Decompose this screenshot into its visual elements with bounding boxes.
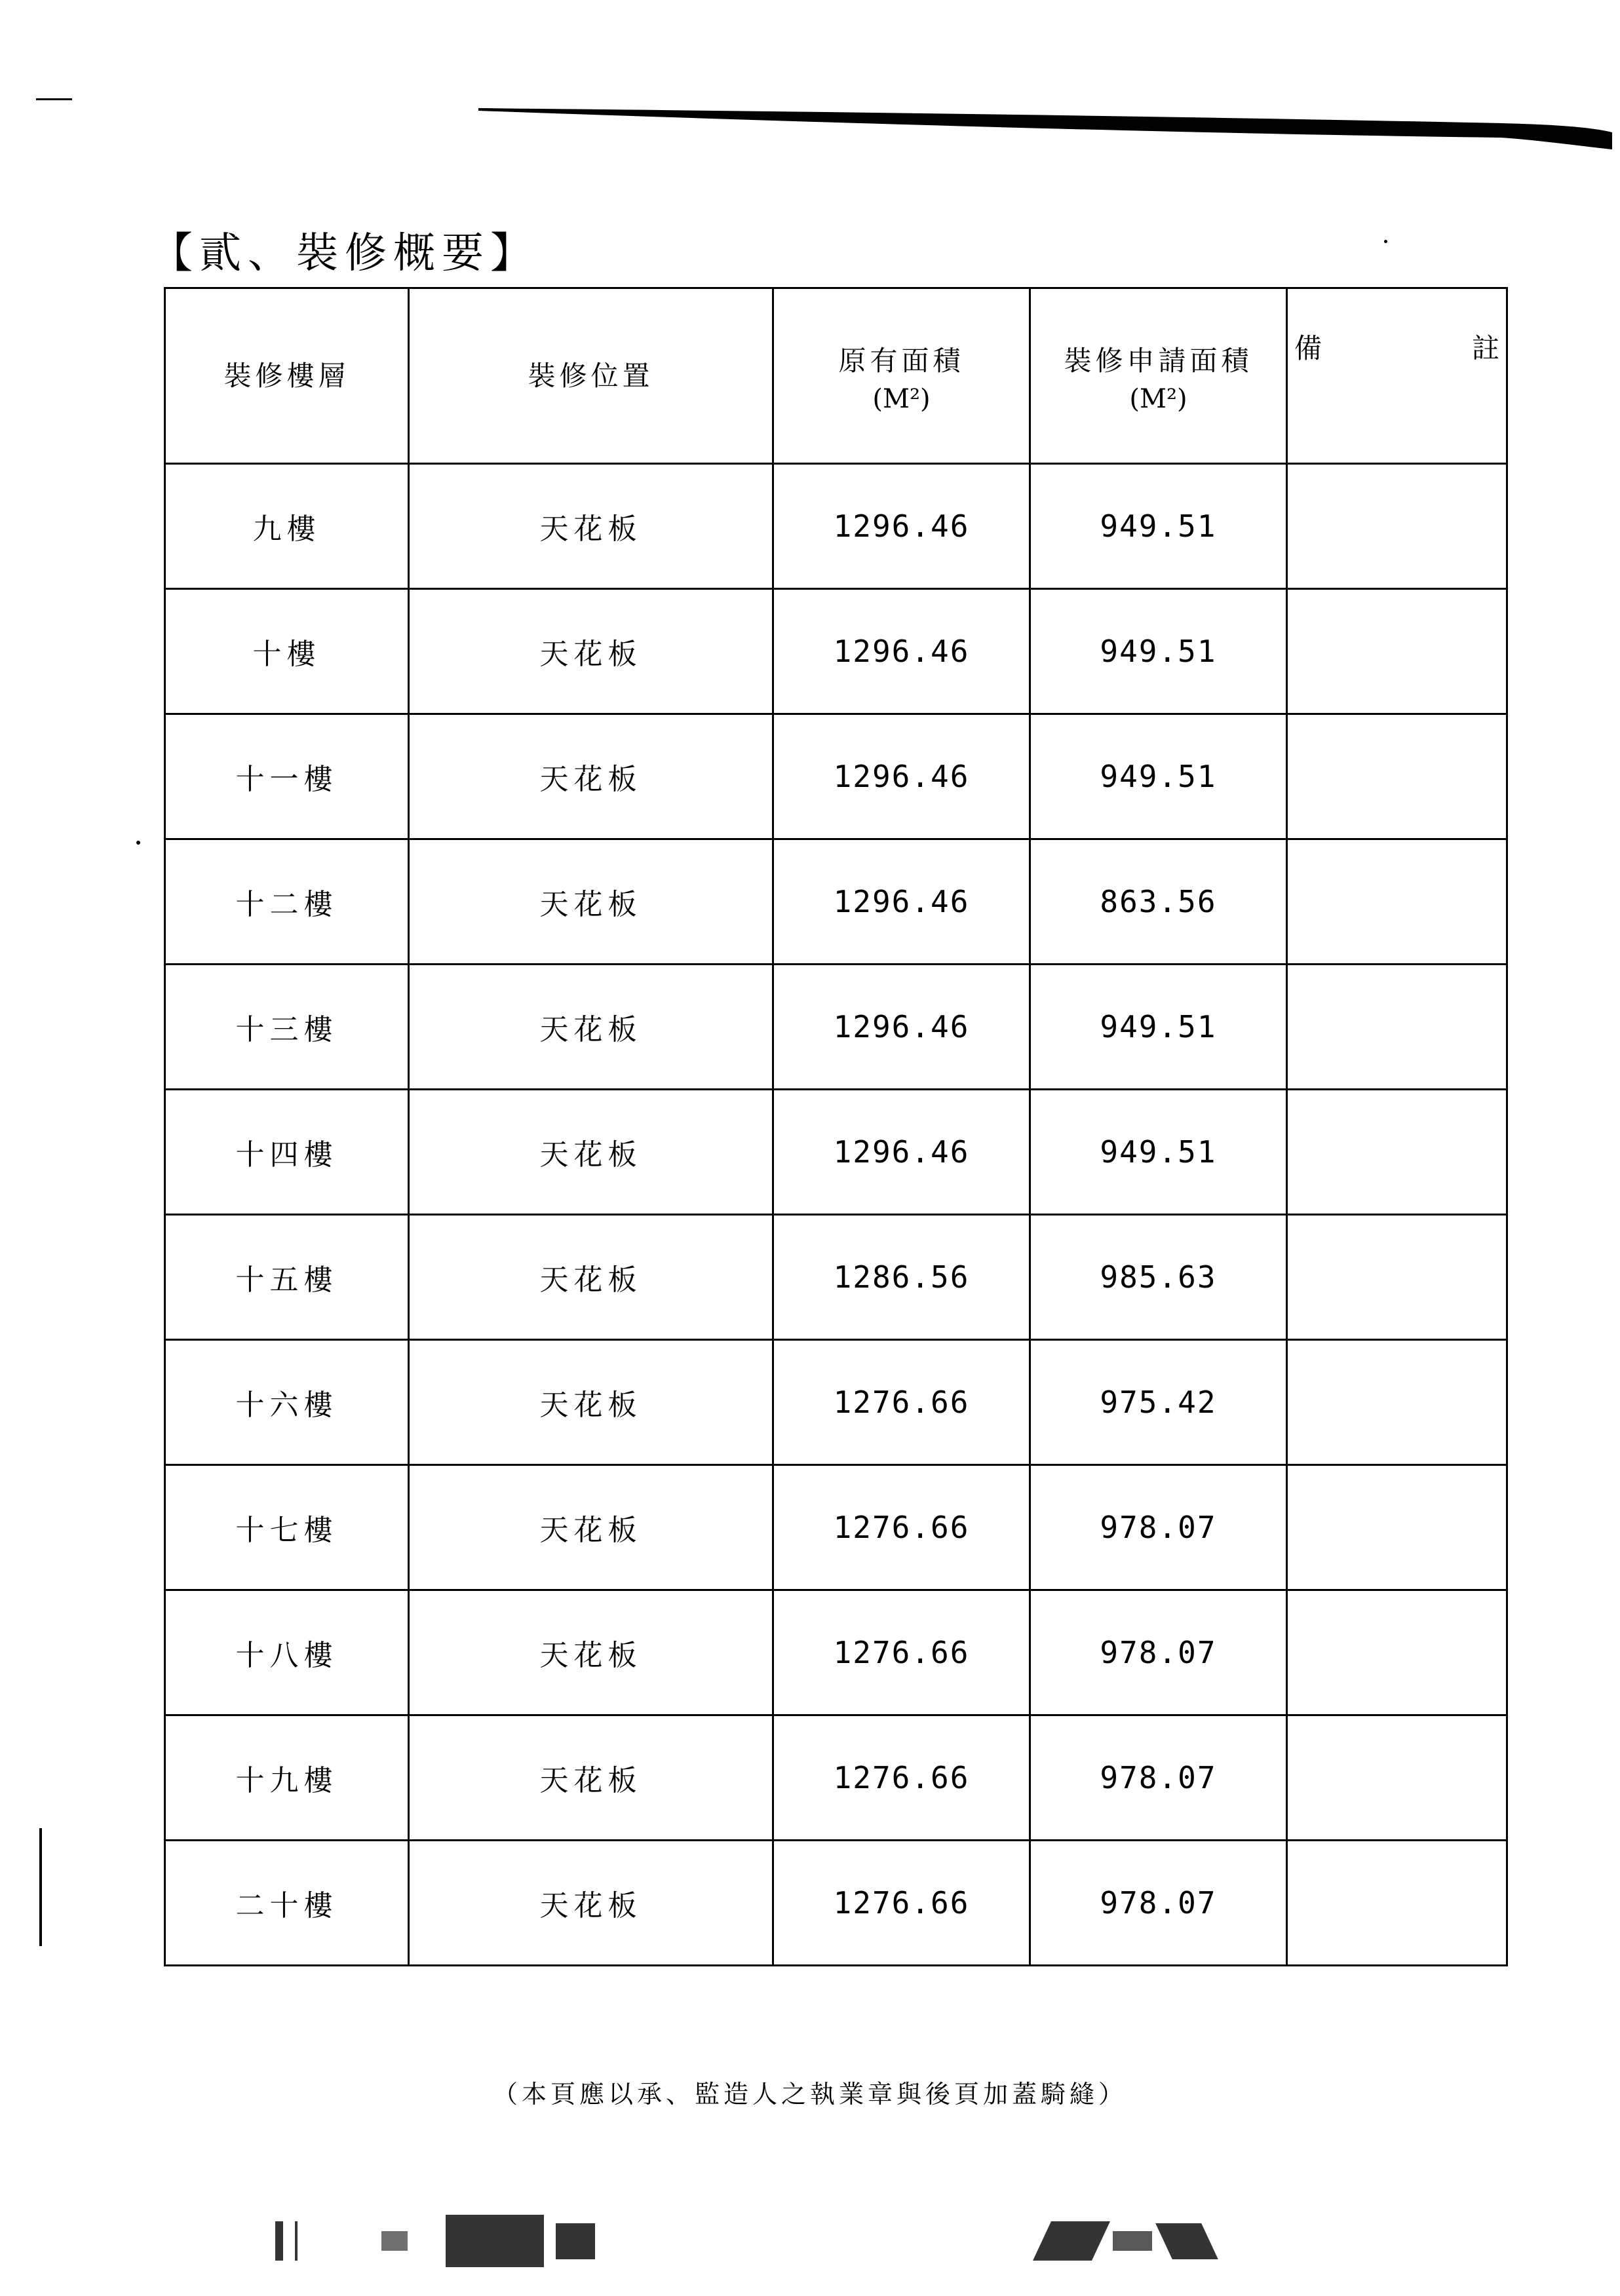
original-area-cell: 1296.46 [773,589,1030,714]
seal-stamp-right [1042,2202,1210,2280]
original-area-cell: 1296.46 [773,839,1030,965]
header-applied-area-unit: (M²) [1129,384,1187,415]
header-applied-area: 裝修申請面積 (M²) [1030,288,1287,464]
original-area-cell: 1296.46 [773,965,1030,1090]
floor-cell: 十樓 [165,589,409,714]
location-cell: 天花板 [409,1340,773,1465]
remarks-cell [1287,1841,1507,1966]
table-row [165,1715,1507,1841]
table-header-row [165,288,1507,464]
footnote: （本頁應以承、監造人之執業章與後頁加蓋騎縫） [492,2080,1127,2109]
location-cell: 天花板 [409,965,773,1090]
applied-area-cell: 978.07 [1030,1590,1287,1715]
scan-speck [136,841,140,845]
header-floor: 裝修樓層 [165,288,409,464]
original-area-cell: 1276.66 [773,1715,1030,1841]
applied-area-cell: 863.56 [1030,839,1287,965]
table-row [165,589,1507,714]
table-row [165,1465,1507,1590]
remarks-cell [1287,1715,1507,1841]
seal-stamp-left [275,2202,595,2280]
scan-speck [1384,240,1387,243]
table-row [165,714,1507,839]
remarks-cell [1287,1215,1507,1340]
applied-area-cell: 949.51 [1030,1090,1287,1215]
applied-area-cell: 949.51 [1030,714,1287,839]
applied-area-cell: 975.42 [1030,1340,1287,1465]
applied-area-cell: 949.51 [1030,464,1287,589]
floor-cell: 十三樓 [165,965,409,1090]
remarks-cell [1287,1090,1507,1215]
remarks-cell [1287,714,1507,839]
section-title: 【貳、裝修概要】 [151,229,539,278]
original-area-cell: 1286.56 [773,1215,1030,1340]
header-remarks-right: 註 [1471,332,1499,364]
table-row [165,1340,1507,1465]
floor-cell: 十八樓 [165,1590,409,1715]
floor-cell: 十一樓 [165,714,409,839]
remarks-cell [1287,839,1507,965]
floor-cell: 十七樓 [165,1465,409,1590]
applied-area-cell: 985.63 [1030,1215,1287,1340]
remarks-cell [1287,589,1507,714]
table-row [165,1841,1507,1966]
location-cell: 天花板 [409,839,773,965]
location-cell: 天花板 [409,1090,773,1215]
original-area-cell: 1276.66 [773,1841,1030,1966]
floor-cell: 十六樓 [165,1340,409,1465]
scan-artifact-dash [36,98,72,100]
table-row [165,1590,1507,1715]
location-cell: 天花板 [409,1590,773,1715]
original-area-cell: 1296.46 [773,1090,1030,1215]
remarks-cell [1287,1340,1507,1465]
remarks-cell [1287,1465,1507,1590]
applied-area-cell: 978.07 [1030,1841,1287,1966]
floor-cell: 十五樓 [165,1215,409,1340]
header-remarks-left: 備 [1294,332,1322,364]
floor-cell: 十九樓 [165,1715,409,1841]
remarks-cell [1287,464,1507,589]
header-original-area: 原有面積 (M²) [773,288,1030,464]
location-cell: 天花板 [409,1465,773,1590]
header-location: 裝修位置 [409,288,773,464]
scan-artifact-stroke [478,98,1612,151]
applied-area-cell: 978.07 [1030,1715,1287,1841]
applied-area-cell: 978.07 [1030,1465,1287,1590]
location-cell: 天花板 [409,1215,773,1340]
location-cell: 天花板 [409,714,773,839]
floor-cell: 十二樓 [165,839,409,965]
renovation-summary-table [164,287,1508,1966]
floor-cell: 九樓 [165,464,409,589]
table-row [165,839,1507,965]
table-row [165,965,1507,1090]
original-area-cell: 1276.66 [773,1340,1030,1465]
table-row [165,1215,1507,1340]
scan-artifact-margin-line [39,1828,42,1946]
location-cell: 天花板 [409,1715,773,1841]
applied-area-cell: 949.51 [1030,965,1287,1090]
table-row [165,1090,1507,1215]
table-row [165,464,1507,589]
location-cell: 天花板 [409,1841,773,1966]
original-area-cell: 1276.66 [773,1465,1030,1590]
location-cell: 天花板 [409,589,773,714]
remarks-cell [1287,1590,1507,1715]
applied-area-cell: 949.51 [1030,589,1287,714]
remarks-cell [1287,965,1507,1090]
header-remarks [1287,288,1507,464]
location-cell: 天花板 [409,464,773,589]
header-original-area-unit: (M²) [872,384,931,415]
original-area-cell: 1276.66 [773,1590,1030,1715]
original-area-cell: 1296.46 [773,714,1030,839]
original-area-cell: 1296.46 [773,464,1030,589]
floor-cell: 二十樓 [165,1841,409,1966]
floor-cell: 十四樓 [165,1090,409,1215]
